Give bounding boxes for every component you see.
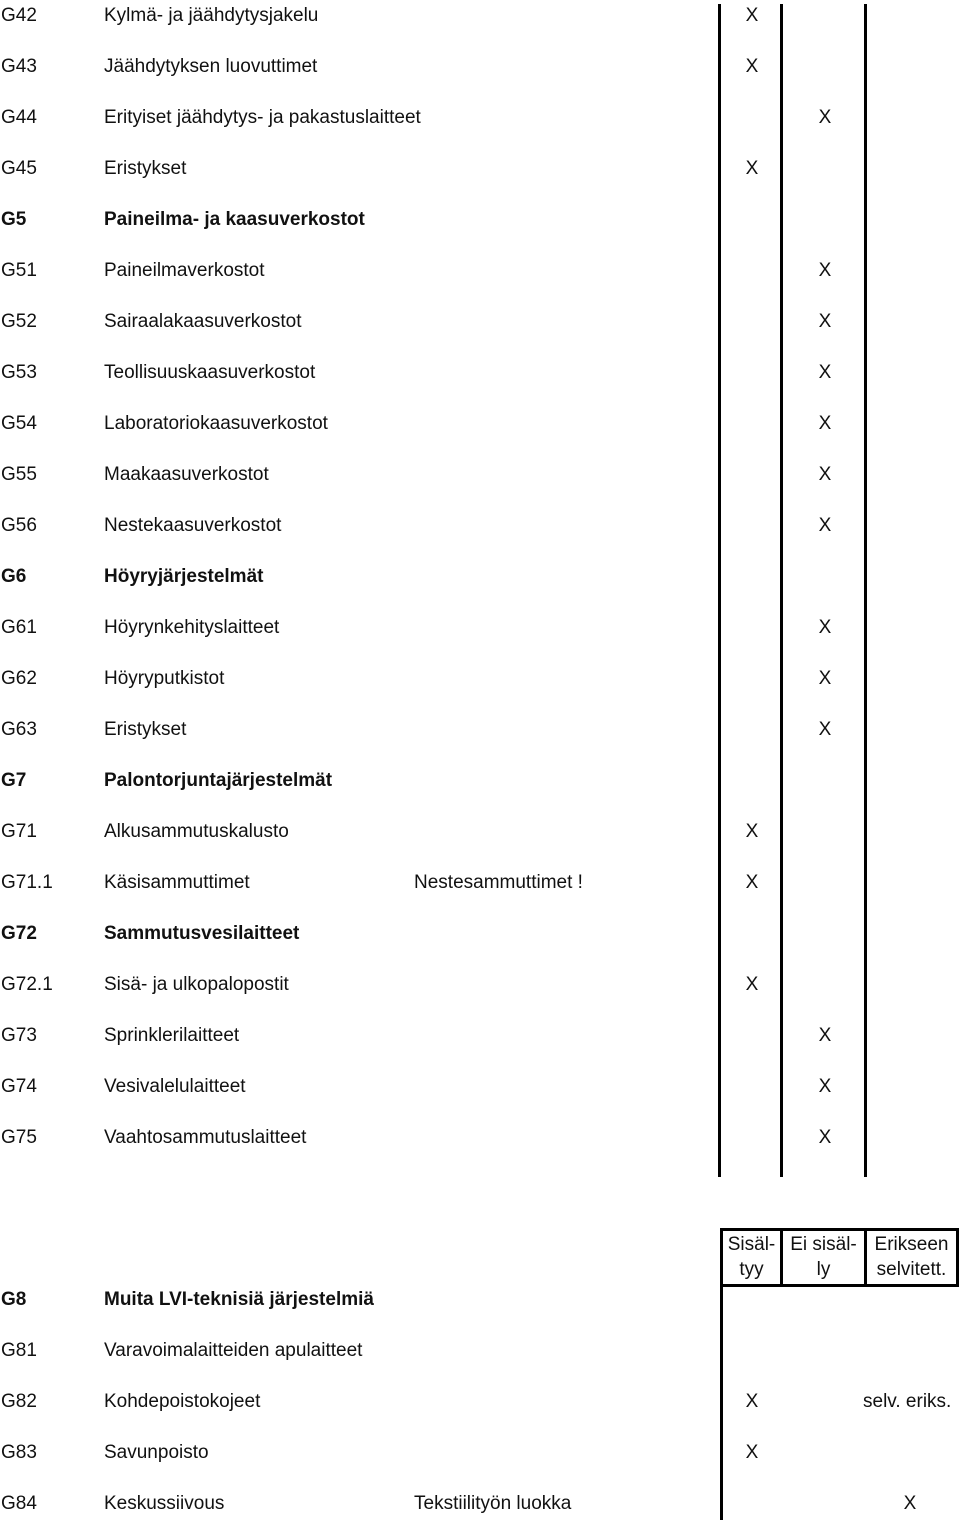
row-name: Höyrynkehityslaitteet [104, 617, 280, 638]
not-included-mark: X [818, 260, 832, 281]
section-title: Palontorjuntajärjestelmät [104, 770, 333, 791]
row-code: G42 [1, 5, 37, 26]
row-name: Alkusammutuskalusto [104, 821, 289, 842]
section-code: G8 [1, 1289, 27, 1310]
row-name: Varavoimalaitteiden apulaitteet [104, 1340, 363, 1361]
row-name: Sprinklerilaitteet [104, 1025, 240, 1046]
not-included-mark: X [818, 362, 832, 383]
row-code: G62 [1, 668, 37, 689]
row-name: Paineilmaverkostot [104, 260, 265, 281]
row-code: G55 [1, 464, 37, 485]
row-code: G83 [1, 1442, 37, 1463]
column-divider [956, 1228, 959, 1287]
row-g84 [0, 1492, 960, 1516]
not-included-mark: X [818, 1076, 832, 1097]
row-name: Sairaalakaasuverkostot [104, 311, 302, 332]
section-title: Muita LVI-teknisiä järjestelmiä [104, 1289, 374, 1310]
header-top-border [720, 1228, 959, 1231]
row-name: Sisä- ja ulkopalopostit [104, 974, 289, 995]
separately-note: selv. eriks. [863, 1391, 952, 1412]
not-included-mark: X [818, 107, 832, 128]
row-name: Jäähdytyksen luovuttimet [104, 56, 318, 77]
row-name: Eristykset [104, 719, 187, 740]
row-g8 [0, 1288, 960, 1312]
row-code: G44 [1, 107, 37, 128]
header-separately-line1: Erikseen [874, 1234, 949, 1255]
row-g62 [0, 667, 960, 691]
section-title: Paineilma- ja kaasuverkostot [104, 209, 365, 230]
row-g83 [0, 1441, 960, 1465]
not-included-mark: X [818, 617, 832, 638]
row-g61 [0, 616, 960, 640]
not-included-mark: X [818, 719, 832, 740]
row-code: G82 [1, 1391, 37, 1412]
row-name: Vesivalelulaitteet [104, 1076, 246, 1097]
row-name: Höyryputkistot [104, 668, 225, 689]
included-mark: X [745, 158, 759, 179]
row-name: Savunpoisto [104, 1442, 209, 1463]
section-code: G72 [1, 923, 37, 944]
row-name: Keskussiivous [104, 1493, 225, 1514]
included-mark: X [745, 1442, 759, 1463]
row-g43 [0, 55, 960, 79]
not-included-mark: X [818, 311, 832, 332]
row-note: Tekstiilityön luokka [414, 1493, 572, 1514]
row-name: Eristykset [104, 158, 187, 179]
column-divider [718, 4, 721, 1177]
row-code: G52 [1, 311, 37, 332]
row-g82 [0, 1390, 960, 1414]
included-mark: X [745, 5, 759, 26]
row-g72 [0, 922, 960, 946]
row-g56 [0, 514, 960, 538]
not-included-mark: X [818, 413, 832, 434]
section-code: G5 [1, 209, 27, 230]
row-note: Nestesammuttimet ! [414, 872, 583, 893]
row-g53 [0, 361, 960, 385]
row-g72-1 [0, 973, 960, 997]
row-name: Nestekaasuverkostot [104, 515, 282, 536]
header-not-included-line2: ly [816, 1259, 831, 1280]
section-title: Höyryjärjestelmät [104, 566, 264, 587]
row-g71-1 [0, 871, 960, 895]
row-code: G51 [1, 260, 37, 281]
included-mark: X [745, 974, 759, 995]
row-name: Kohdepoistokojeet [104, 1391, 261, 1412]
row-code: G43 [1, 56, 37, 77]
row-g42 [0, 4, 960, 28]
row-g6 [0, 565, 960, 589]
header-included [723, 1232, 780, 1282]
row-g45 [0, 157, 960, 181]
row-g55 [0, 463, 960, 487]
row-code: G73 [1, 1025, 37, 1046]
row-name: Kylmä- ja jäähdytysjakelu [104, 5, 319, 26]
row-name: Erityiset jäähdytys- ja pakastuslaitteet [104, 107, 421, 128]
included-mark: X [745, 872, 759, 893]
row-g51 [0, 259, 960, 283]
row-name: Maakaasuverkostot [104, 464, 269, 485]
row-g54 [0, 412, 960, 436]
included-mark: X [745, 821, 759, 842]
header-not-included [783, 1232, 864, 1282]
header-bottom-border [720, 1284, 959, 1287]
row-name: Laboratoriokaasuverkostot [104, 413, 328, 434]
row-code: G75 [1, 1127, 37, 1148]
row-code: G54 [1, 413, 37, 434]
row-name: Käsisammuttimet [104, 872, 250, 893]
not-included-mark: X [818, 464, 832, 485]
separately-mark: X [903, 1493, 917, 1514]
header-included-line1: Sisäl- [727, 1234, 776, 1255]
row-g81 [0, 1339, 960, 1363]
row-g74 [0, 1075, 960, 1099]
row-g5 [0, 208, 960, 232]
row-code: G63 [1, 719, 37, 740]
column-divider [780, 4, 783, 1177]
included-mark: X [745, 1391, 759, 1412]
row-code: G72.1 [1, 974, 53, 995]
not-included-mark: X [818, 668, 832, 689]
not-included-mark: X [818, 1127, 832, 1148]
row-g71 [0, 820, 960, 844]
row-code: G74 [1, 1076, 37, 1097]
header-included-line2: tyy [739, 1259, 764, 1280]
row-g52 [0, 310, 960, 334]
section-code: G6 [1, 566, 27, 587]
not-included-mark: X [818, 515, 832, 536]
row-code: G71 [1, 821, 37, 842]
row-code: G71.1 [1, 872, 53, 893]
row-g44 [0, 106, 960, 130]
row-g75 [0, 1126, 960, 1150]
section-title: Sammutusvesilaitteet [104, 923, 300, 944]
not-included-mark: X [818, 1025, 832, 1046]
section-code: G7 [1, 770, 27, 791]
row-code: G56 [1, 515, 37, 536]
included-mark: X [745, 56, 759, 77]
row-name: Vaahtosammutuslaitteet [104, 1127, 307, 1148]
row-code: G81 [1, 1340, 37, 1361]
header-separately [867, 1232, 956, 1282]
row-code: G45 [1, 158, 37, 179]
header-not-included-line1: Ei sisäl- [790, 1234, 857, 1255]
row-name: Teollisuuskaasuverkostot [104, 362, 316, 383]
row-code: G61 [1, 617, 37, 638]
row-code: G53 [1, 362, 37, 383]
row-code: G84 [1, 1493, 37, 1514]
row-g73 [0, 1024, 960, 1048]
column-divider [864, 4, 867, 1177]
header-separately-line2: selvitett. [876, 1259, 947, 1280]
row-g63 [0, 718, 960, 742]
row-g7 [0, 769, 960, 793]
